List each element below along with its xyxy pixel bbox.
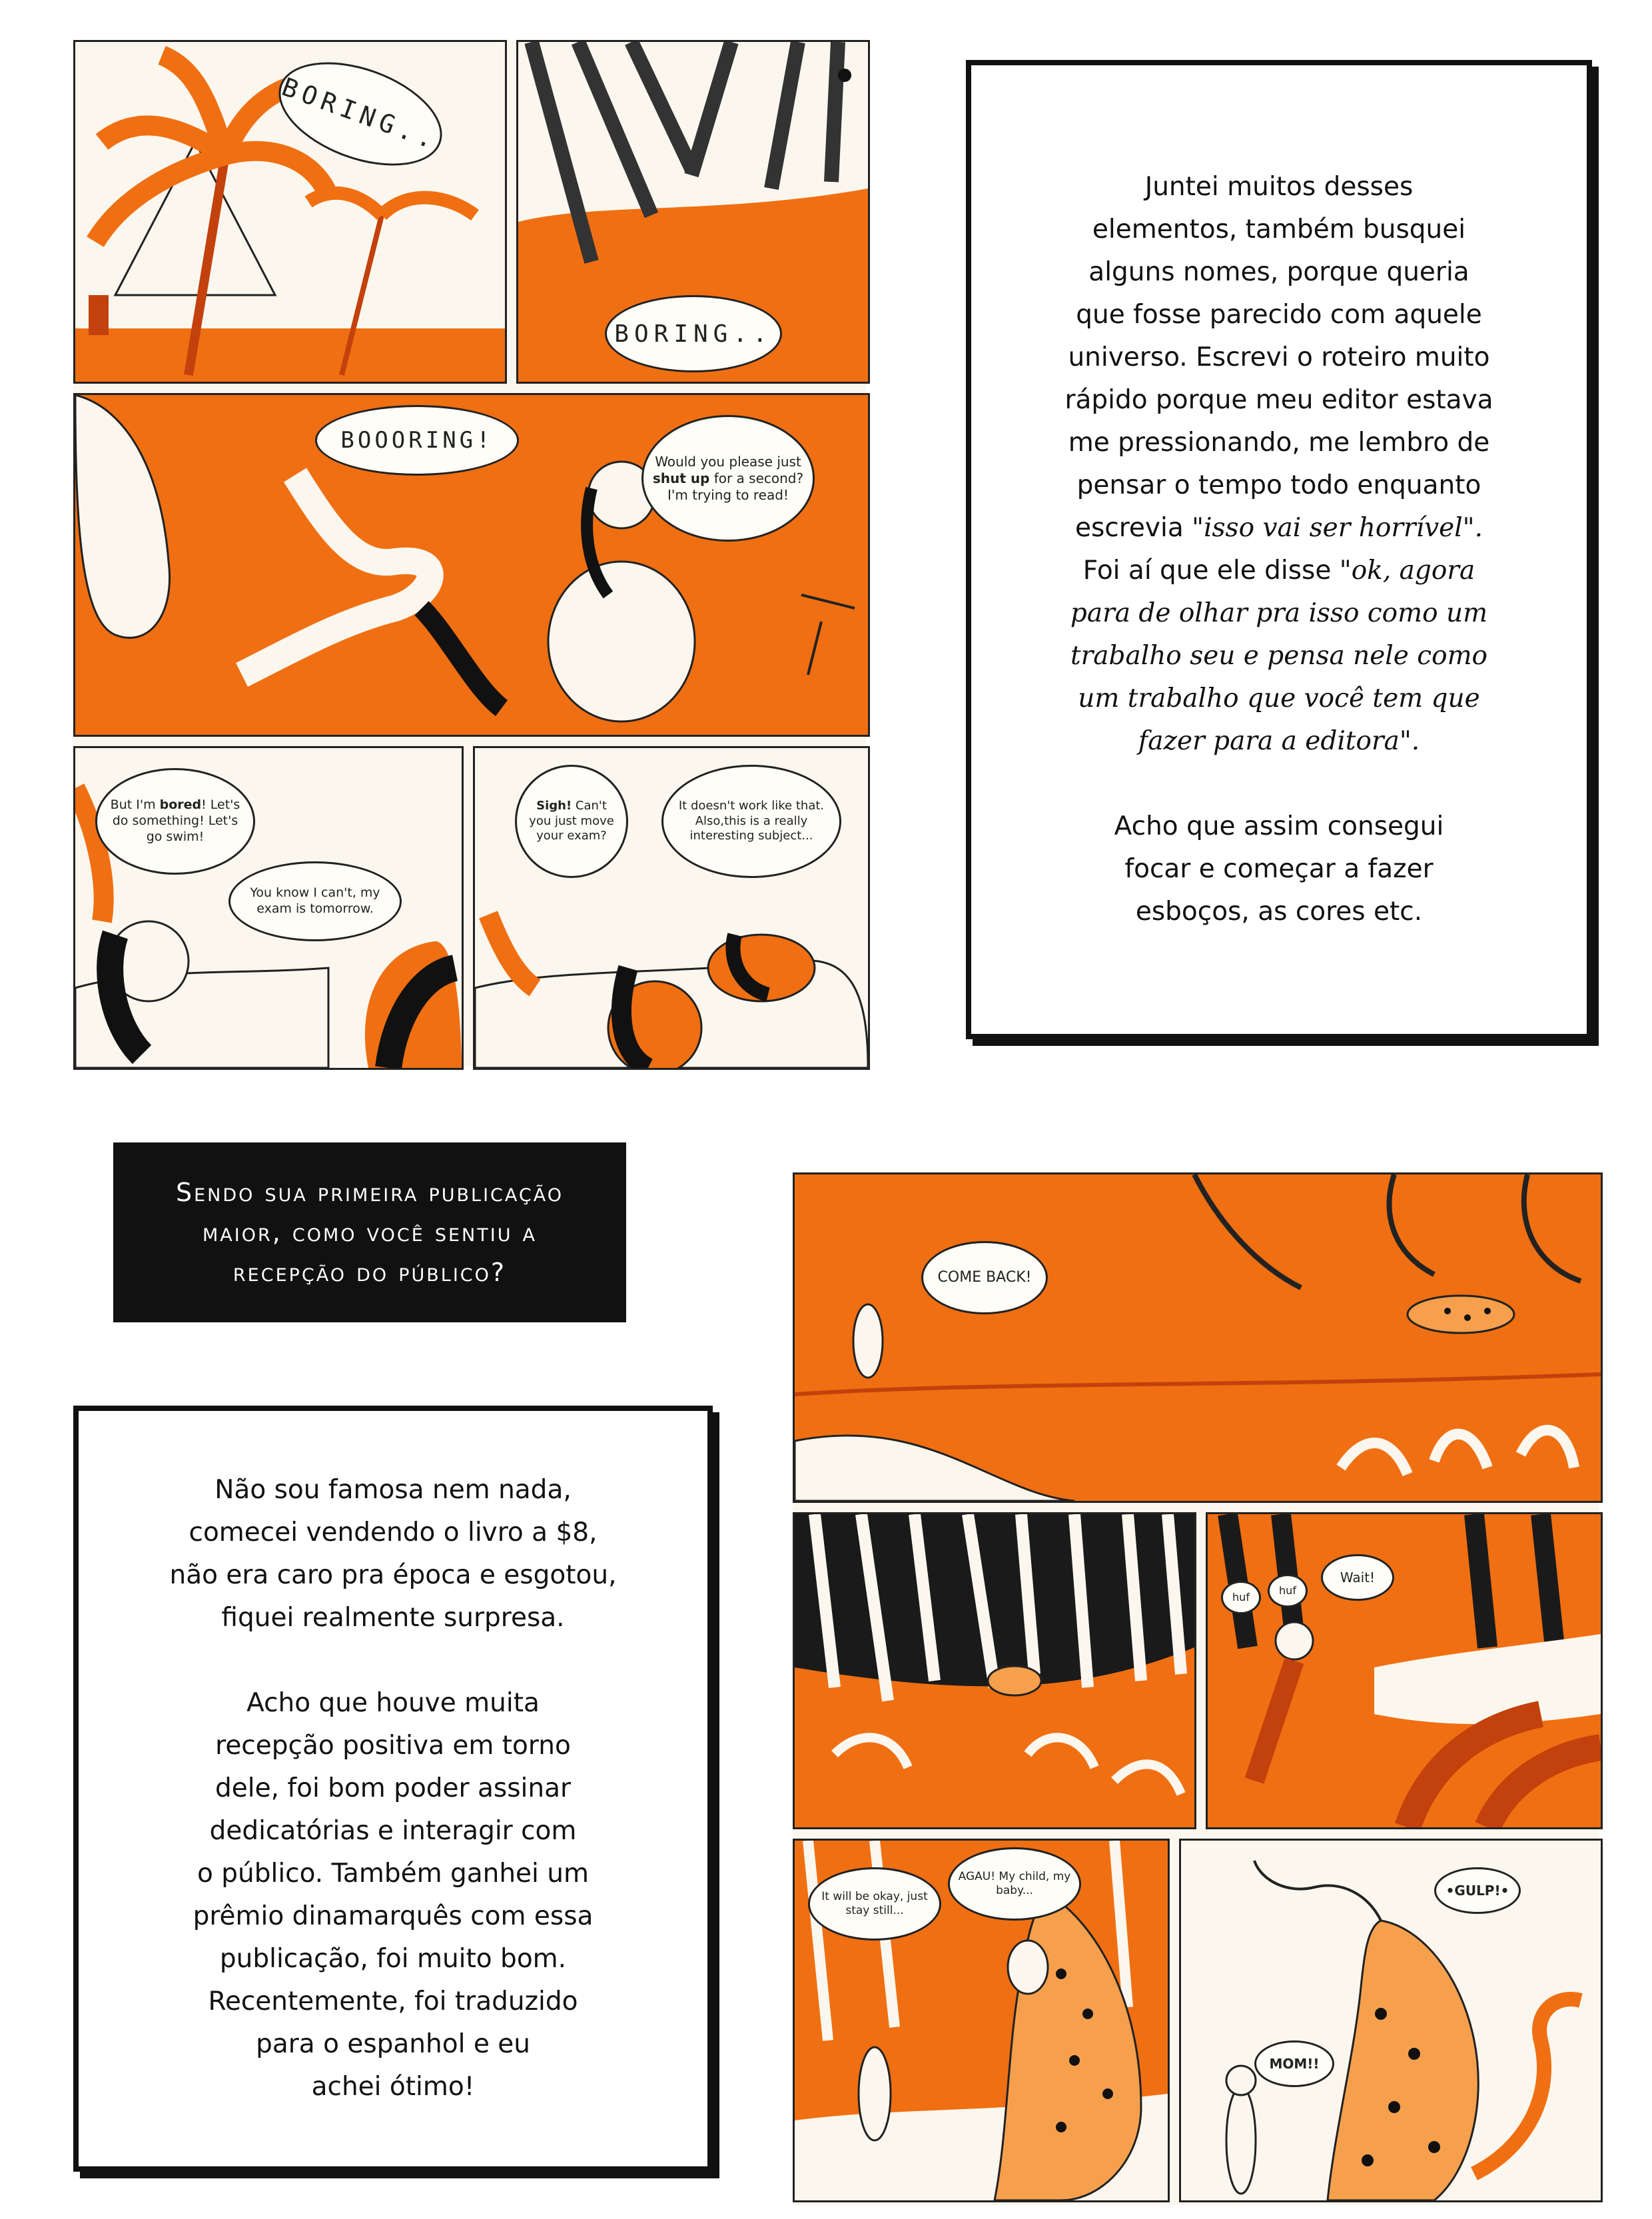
text-line: achei ótimo! xyxy=(311,2072,475,2102)
speech-bubble-exam xyxy=(228,861,402,941)
quote-horrivel: "isso vai ser horrível". xyxy=(1192,513,1483,543)
question-line: maior, como você sentiu a xyxy=(202,1218,537,1247)
text-line: recepção positiva em torno xyxy=(215,1731,571,1761)
text-line: o público. Também ganhei um xyxy=(197,1859,589,1889)
field-chase-illustration xyxy=(795,1174,1601,1501)
text-line: elementos, também busquei xyxy=(1092,215,1466,244)
text-line: rápido porque meu editor estava xyxy=(1064,385,1493,415)
text-line: não era caro pra época e esgotou, xyxy=(169,1560,617,1590)
quote-line: fazer para a editora". xyxy=(1138,726,1420,756)
answer1-para1 xyxy=(1064,166,1493,763)
bubble-text-post: Can't you just move your exam? xyxy=(529,799,614,843)
text-line: dedicatórias e interagir com xyxy=(209,1816,577,1846)
comic-panel-reading xyxy=(73,393,870,737)
speech-bubble-shut-up xyxy=(641,415,815,542)
comic-panel-wait xyxy=(1206,1512,1603,1829)
bubble-text-bold: shut up xyxy=(652,470,710,486)
speech-bubble-huf-2: huf xyxy=(1268,1574,1308,1607)
text-line: esboços, as cores etc. xyxy=(1135,897,1423,927)
jungle-illustration xyxy=(795,1514,1194,1827)
question-line: Sendo sua primeira publicação xyxy=(175,1178,564,1207)
text-line: universo. Escrevi o roteiro muito xyxy=(1068,342,1490,372)
comic-page-bottom xyxy=(793,1172,1599,2205)
bubble-text-bold: Sigh! xyxy=(536,799,572,813)
text-line: publicação, foi muito bom. xyxy=(219,1944,567,1974)
text-line xyxy=(1064,507,1493,550)
comic-panel-gulp xyxy=(1179,1839,1603,2202)
bubble-text-post: for a second? I'm trying to read! xyxy=(667,470,804,503)
bubble-text-bold: bored xyxy=(159,797,202,813)
text-line: pensar o tempo todo enquanto xyxy=(1076,470,1481,500)
text-line: alguns nomes, porque queria xyxy=(1088,257,1469,287)
text-line: Acho que assim consegui xyxy=(1114,811,1444,841)
text-line: Recentemente, foi traduzido xyxy=(208,1987,578,2016)
quote-line: para de olhar pra isso como um xyxy=(1070,598,1488,628)
text-line: comecei vendendo o livro a $8, xyxy=(189,1518,598,1548)
question-line: recepção do público? xyxy=(232,1258,507,1287)
comic-panel-bored xyxy=(73,746,464,1070)
comic-panel-trees xyxy=(516,40,870,384)
comic-panel-my-child xyxy=(793,1839,1170,2202)
speech-bubble-be-okay: It will be okay, just stay still... xyxy=(808,1867,941,1941)
text-span: escrevia xyxy=(1074,513,1192,543)
speech-bubble-bored xyxy=(95,768,255,875)
text-line: Acho que houve muita xyxy=(246,1688,540,1718)
interview-question-box xyxy=(113,1142,626,1322)
speech-bubble-mom: MOM!! xyxy=(1254,2040,1334,2087)
text-line: Não sou famosa nem nada, xyxy=(214,1475,572,1505)
leopard-gulp-illustration xyxy=(1181,1841,1601,2200)
sfx-boring-1: BORING.. xyxy=(264,42,456,185)
bubble-text-post: ! Let's do something! Let's go swim! xyxy=(112,797,240,844)
speech-bubble-sigh xyxy=(515,765,628,878)
bubble-text: It doesn't work like that. Also,this is a really interesting subject... xyxy=(678,799,825,843)
bubble-text-pre: Would you please just xyxy=(655,453,801,470)
quote-editor-start: "ok, agora xyxy=(1339,556,1475,586)
running-girl-illustration xyxy=(1208,1514,1601,1827)
text-line: me pressionando, me lembro de xyxy=(1068,428,1490,458)
speech-bubble-subject xyxy=(661,765,841,878)
text-line: para o espanhol e eu xyxy=(256,2029,530,2059)
comic-panel-palm-tree xyxy=(73,40,507,384)
text-line: dele, foi bom poder assinar xyxy=(214,1773,572,1803)
answer-text-box-1 xyxy=(966,60,1592,1039)
bubble-text: You know I can't, my exam is tomorrow. xyxy=(250,885,380,916)
sfx-gulp: •GULP!• xyxy=(1434,1867,1521,1914)
speech-bubble-my-child: AGAU! My child, my baby... xyxy=(948,1847,1081,1921)
comic-panel-jungle xyxy=(793,1512,1196,1829)
bubble-text-pre: But I'm xyxy=(110,797,160,813)
text-line: Juntei muitos desses xyxy=(1144,172,1414,202)
text-line: prêmio dinamarquês com essa xyxy=(193,1901,594,1931)
sfx-booooring: BOOORING! xyxy=(315,405,519,476)
text-line: focar e começar a fazer xyxy=(1124,854,1434,884)
quote-line: trabalho seu e pensa nele como xyxy=(1070,641,1488,671)
speech-bubble-wait: Wait! xyxy=(1321,1554,1394,1601)
comic-panel-come-back xyxy=(793,1172,1603,1503)
comic-panel-sigh xyxy=(473,746,870,1070)
answer-text-box-2 xyxy=(73,1406,713,2172)
text-line: fiquei realmente surpresa. xyxy=(221,1603,565,1633)
comic-page-top xyxy=(73,40,866,1066)
speech-bubble-come-back: COME BACK! xyxy=(921,1241,1048,1314)
answer2-para2 xyxy=(193,1682,594,2108)
text-span: Foi aí que ele disse xyxy=(1082,556,1340,586)
answer1-para2 xyxy=(1114,805,1444,933)
quote-line: um trabalho que você tem que xyxy=(1078,683,1480,713)
text-line: que fosse parecido com aquele xyxy=(1076,300,1482,330)
sfx-boring-2: BORING.. xyxy=(605,295,782,372)
text-line xyxy=(1064,550,1493,592)
answer2-para1 xyxy=(170,1469,617,1639)
speech-bubble-huf-1: huf xyxy=(1221,1581,1261,1614)
